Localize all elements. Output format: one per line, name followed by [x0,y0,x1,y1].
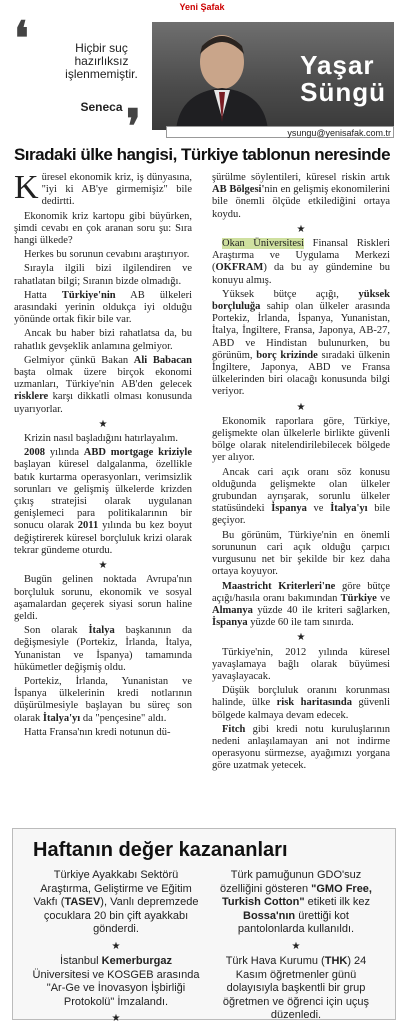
text-bold: İtalya [88,625,115,637]
author-photo [162,22,282,130]
paragraph: Türkiye'nin, 2012 yılında küresel yavaşlamaya bağlı olarak büyümesi yavaşlayacak. [212,646,390,682]
text-bold: Ali Babacan [133,354,192,366]
paragraph [212,685,390,722]
text: yüzde 60 ile tam sınırda. [247,617,354,629]
star-separator-icon: ★ [98,560,108,572]
text: nin en gelişmiş ekonomilerini bile önemli ölçüde etkilediğini ortaya koydu. [212,184,391,220]
text: ve [306,503,331,515]
text-bold: İtalya'yı [330,503,368,515]
box-column-left [31,869,201,1028]
paragraph: Ekonomik kriz kartopu gibi büyürken, şimdi cevabı en çok aranan soru şu: Sıra hangi ülkede? [14,210,192,247]
text: Türkiye Ayakkabı Sektörü Araştırma, Geliştirme ve Eğitim Vakfı ( [33,869,192,908]
paragraph [212,724,390,773]
text-bold: Fitch [222,723,246,735]
paragraph [212,581,390,630]
star-separator-icon: ★ [111,1013,121,1024]
text: Düşük borçluluk oranını korunması halinde, ülke [212,685,390,709]
text-bold: OKFRAM [215,262,264,274]
text: Finansal Riskleri Araştırma ve Uygulama Merkezi ( [212,238,390,274]
text: Türk Hava Kurumu ( [225,955,325,967]
text-bold: THK [324,955,348,967]
paragraph [212,238,390,287]
text-bold: TASEV [64,896,101,908]
open-quote-icon: ❛ [14,13,29,64]
star-separator-icon: ★ [296,223,306,235]
paragraph [14,625,192,674]
text: yüzde 40 ile kriteri sağlarken, [252,604,390,616]
paragraph: Herkes bu sorunun cevabını araştırıyor. [24,249,190,261]
paragraph: Hatta Fransa'nın kredi notunun dü- [24,726,171,738]
article-headline: Sıradaki ülke hangisi, Türkiye tablonun neresinde [13,145,391,164]
star-separator-icon: ★ [296,401,306,413]
text: başkanının da değişmesiyle (Portekiz, İrlanda, İtalya, Yunanistan ve İspanya) tamamında hükümetler değişmiş oldu. [14,625,193,673]
author-first-name: Yaşar [300,50,375,80]
text: ürettiği kot pantolonlarda kullanıldı. [237,909,355,935]
text: ve [376,592,390,604]
text: Ancak cari açık oranı söz konusu olduğunda gelişmekte olan ülkeler grubundan ayrışarak, sorunlu ülkeler statüsündeki [212,466,390,515]
text: Türk pamuğunun GDO'suz özelliğini gösteren [220,869,362,895]
text-bold: İspanya [212,617,248,629]
star-separator-icon: ★ [111,940,121,952]
star-separator-icon: ★ [296,632,306,644]
text-bold: "GMO Free, Turkish Cotton" [221,882,372,908]
text: bile geçiyor. [212,503,390,527]
author-name [300,52,386,106]
paragraph: Ekonomik raporlara göre, Türkiye, gelişmekte olan ülkelerle birlikte güvenli bölge olarak nitelendirilebilecek bölgede yer alıyor. [212,415,390,464]
text: başta olmak üzere birçok ekonomi uzmanları, Türkiye'nin AB'den gelecek [14,367,192,391]
paragraph [14,447,192,557]
article-column-left [14,169,193,741]
text: şürülme söylentileri, küresel riskin artık [212,172,390,183]
quote-author: Seneca [80,100,123,114]
highlighted-text: Okan Üniversitesi [222,238,305,250]
box-item [31,869,201,937]
weekly-winners-box [12,828,396,1024]
text: güvenli bölgede kalmaya devam edecek. [212,697,390,721]
paragraph: Bu görünüm, Türkiye'nin en önemli sorununun cari açık olduğu çarpıcı vurgusunu net bir şekilde bir kez daha ortaya koyuyor. [212,529,390,578]
text-bold: İtalya'yı [42,712,81,724]
text: Hatta [24,289,62,301]
text: gibi kredi notu kuruluşlarının nedeni anlaşılamayan ani not indirme operasyonu sürmezse, ayağımızı yorgana göre uzatmak yetecek. [212,723,390,772]
box-item [211,955,381,1023]
text: Üniversitesi ve KOSGEB arasında "Ar-Ge ve İnovasyon İşbirliği Protokolü" İmzalandı. [32,968,200,1008]
star-separator-icon: ★ [291,940,301,952]
text: sıradaki ülkenin İngiltere, Japonya, ABD ve Fransa ülkelerinden biri olacağı konusunda bilgi veriyor. [212,349,390,398]
text: başlayan küresel dalgalanma, özellikle batık kurtarma operasyonları, verimsizlik sorunları ve gelişmiş ülkelerde krizden çıkış stratejisi olarak uygulanan genişlemeci para politikalarının bir sonucu olarak [14,459,192,532]
paragraph [14,355,192,416]
text-bold: risk haritasında [276,697,352,709]
paragraph [14,290,192,327]
text-bold: Kemerburgaz [101,955,172,967]
paragraph [212,289,390,399]
quote-text: Hiçbir suç hazırlıksız işlenmemiştir. [65,41,138,81]
text: ) da bu ay gündemine bu konuyu almış. [212,262,390,286]
text: göre bütçe açığı/hasıla oranı bakımından [212,580,390,604]
text-bold: AB Bölgesi' [212,184,265,196]
text: sahip olan ülkeler arasında Portekiz, İrlanda, İspanya, Yunanistan, İtalya, İngiltere, Fransa, Japonya, AB-27, ABD ve Hindistan bulunurken, bu görünüm, [212,301,390,361]
text: Portekiz, İrlanda, Yunanistan ve İspanya ülkelerinin kredi notlarının düşürülmesiyle başlayan bu süreç son olarak [14,675,192,724]
text: yılında [45,447,84,459]
text-bold: Maastricht Kriterleri'ne [222,580,336,592]
text: ) 24 Kasım öğretmenler günü dolayısıyla başkentli bir grup öğretmen ve öğrenci için uçuş düzenledi. [222,955,370,1021]
paragraph: Sırayla ilgili bizi ilgilendiren ve rahatlatan bilgi; Sıranın bizde olmadığı. [14,263,192,287]
text: ), Vanlı depremzede çocuklara 20 bin çift ayakkabı gönderdi. [43,896,199,935]
box-column-right [211,869,381,1025]
text-bold: risklere [14,391,49,403]
text: yılında bu kez boyut değiştirerek küresel borçluluk krizi olarak tekrar gündeme oturdu. [14,520,192,556]
text: Son olarak [24,625,89,637]
text-bold: 2011 [77,520,99,532]
author-photo-banner [152,22,394,130]
text-bold: İspanya [271,503,307,515]
text-bold: ABD mortgage kriziyle [83,447,192,459]
star-separator-icon: ★ [98,418,108,430]
text: İstanbul [60,955,102,967]
text: AB ülkeleri arasındaki yerinin oldukça iyi olduğu yönünde ortak fikir bile var. [14,289,192,326]
text: üresel ekonomik kriz, iş dünyasına, "iyi ki AB'ye girmemişiz" bile dedirtti. [41,172,192,208]
text: karşı dikkatli olması konusunda uyarıyorlar. [14,391,192,415]
drop-cap: K [14,169,39,206]
text: Gelmiyor çünkü Bakan [24,354,134,366]
box-item [211,869,381,937]
author-last-name: Süngü [300,77,386,107]
text-bold: yüksek borçluluğa [212,288,390,313]
text-bold: 2008 [24,447,45,459]
text: da "pençesine" aldı. [80,712,167,724]
paragraph: Bugün gelinen noktada Avrupa'nın borçluluk sorunu, ekonomik ve sosyal aşamalardan geçerek siyasi sorun haline geldi. [14,574,192,622]
paragraph [212,467,390,528]
article-column-right [212,172,390,775]
text-bold: Türkiye [340,592,377,604]
paragraph: Ancak bu haber bizi rahatlatsa da, bu rahatlık gevşeklik anlamına gelmiyor. [14,328,192,352]
paragraph [14,169,192,209]
text: Yüksek bütçe açığı, [222,288,359,300]
text: etiketi ilk kez [304,896,371,908]
close-quote-icon: ❜ [126,101,141,152]
text-bold: borç krizinde [256,349,318,361]
paragraph: Krizin nasıl başladığını hatırlayalım. [24,433,178,445]
text-bold: Almanya [212,604,253,616]
paragraph [212,172,390,221]
author-email[interactable]: ysungu@yenisafak.com.tr [166,126,394,138]
masthead-logo: Yeni Şafak [179,2,225,12]
quote-box [14,13,144,152]
text-bold: Bossa'nın [243,909,296,922]
text-bold: Türkiye'nin [61,289,116,301]
box-item [31,955,201,1009]
paragraph [14,676,192,725]
box-title: Haftanın değer kazananları [33,839,288,861]
